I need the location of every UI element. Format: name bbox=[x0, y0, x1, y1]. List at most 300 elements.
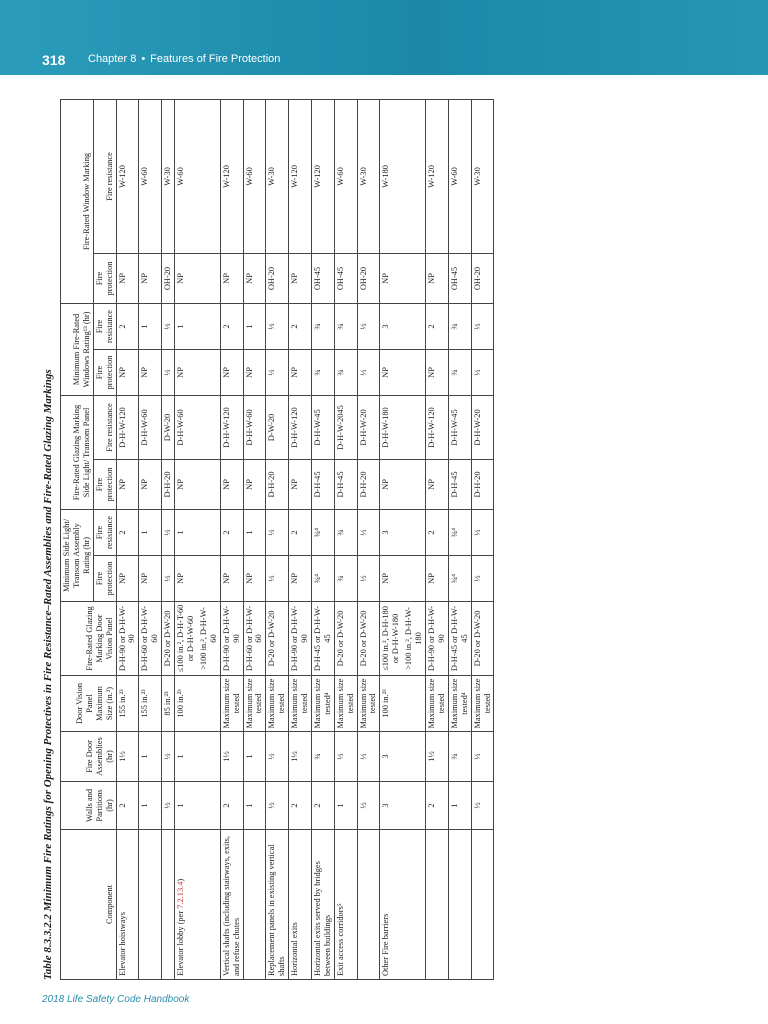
fire-door-cell-value: 3 bbox=[381, 754, 391, 759]
side-light-fr-cell bbox=[334, 510, 357, 556]
window-fr-cell-value: 3 bbox=[381, 324, 391, 329]
window-marking-fr-cell-value: W-30 bbox=[163, 167, 173, 186]
door-vision-cell-value: Maximum size tested bbox=[358, 678, 378, 729]
walls-cell bbox=[139, 782, 162, 830]
fire-door-cell bbox=[162, 732, 175, 782]
window-marking-fr-cell-value: W-180 bbox=[381, 165, 391, 188]
side-light-marking-fr-cell-value: D-H-W-120 bbox=[117, 407, 127, 448]
window-marking-fp-cell-value: OH-20 bbox=[472, 266, 482, 291]
window-fr-cell bbox=[139, 304, 162, 350]
door-vision-cell-value: 155 in.²³ bbox=[117, 689, 127, 718]
walls-cell bbox=[116, 782, 139, 830]
window-marking-fp-cell bbox=[471, 254, 494, 304]
side-light-marking-fp-cell-value: NP bbox=[427, 479, 436, 490]
side-light-marking-fp-cell bbox=[162, 460, 175, 510]
glazing-marking-cell-value: D-20 or D-W-20 bbox=[267, 610, 277, 667]
door-vision-cell bbox=[116, 676, 139, 732]
side-light-marking-fr-cell-value: D-H-W-120 bbox=[290, 407, 300, 448]
window-fp-cell bbox=[139, 350, 162, 396]
side-light-marking-fr-cell bbox=[116, 396, 139, 460]
fire-door-cell bbox=[175, 732, 221, 782]
side-light-marking-fp-cell-value: NP bbox=[176, 479, 186, 490]
side-light-marking-fr-cell bbox=[266, 396, 289, 460]
glazing-marking-cell bbox=[175, 602, 221, 676]
side-light-marking-fp-cell-value: NP bbox=[221, 479, 231, 490]
side-light-marking-fp-cell bbox=[380, 460, 426, 510]
window-fp-cell bbox=[334, 350, 357, 396]
glazing-marking-alt-value: >100 in.², D-H-W-180 bbox=[404, 607, 424, 670]
glazing-marking-cell bbox=[448, 602, 471, 676]
side-light-marking-fr-cell-value: D-H-W-60 bbox=[176, 409, 186, 446]
glazing-marking-cell bbox=[289, 602, 312, 676]
door-vision-cell-value: Maximum size tested bbox=[290, 678, 310, 729]
glazing-marking-cell bbox=[162, 602, 175, 676]
section-title: Features of Fire Protection bbox=[150, 53, 281, 65]
window-fp-cell-value: NP bbox=[176, 367, 186, 378]
side-light-marking-fp-cell bbox=[175, 460, 221, 510]
glazing-marking-cell bbox=[357, 602, 380, 676]
window-marking-fp-cell-value: NP bbox=[117, 273, 127, 284]
door-vision-cell bbox=[220, 676, 243, 732]
window-fr-cell bbox=[357, 304, 380, 350]
side-light-fp-cell bbox=[289, 556, 312, 602]
side-light-fp-cell bbox=[175, 556, 221, 602]
header-fire-door: Fire Door Assemblies (hr) bbox=[61, 732, 117, 782]
window-fp-cell-value: NP bbox=[244, 367, 254, 378]
window-marking-fr-cell-value: W-60 bbox=[335, 167, 345, 186]
component-cell bbox=[139, 830, 162, 980]
door-vision-cell-value: Maximum size tested bbox=[221, 678, 241, 729]
table-row bbox=[471, 99, 494, 979]
glazing-marking-cell bbox=[426, 602, 449, 676]
door-vision-cell-value: 155 in.²³ bbox=[140, 689, 150, 718]
side-light-fp-cell bbox=[334, 556, 357, 602]
table-row bbox=[116, 99, 139, 979]
window-marking-fp-cell-value: OH-45 bbox=[449, 266, 459, 291]
side-light-marking-fr-cell bbox=[289, 396, 312, 460]
header-sub-fire-protection: Fire protection bbox=[93, 254, 116, 304]
walls-cell-value: 1 bbox=[176, 803, 186, 808]
glazing-marking-cell-value: D-20 or D-W-20 bbox=[163, 610, 173, 667]
component-cell bbox=[116, 830, 139, 980]
window-marking-fp-cell-value: NP bbox=[244, 273, 254, 284]
component-cell bbox=[311, 830, 334, 980]
glazing-marking-cell bbox=[139, 602, 162, 676]
fire-door-cell bbox=[266, 732, 289, 782]
header-sub-fire-resistance: Fire resistance bbox=[93, 304, 116, 350]
side-light-marking-fp-cell bbox=[243, 460, 266, 510]
window-marking-fr-cell-value: W-30 bbox=[267, 167, 277, 186]
door-vision-cell-value: Maximum size tested bbox=[335, 678, 355, 729]
fire-door-cell bbox=[426, 732, 449, 782]
window-fr-cell-value: ⅓ bbox=[163, 323, 173, 330]
fire-door-cell bbox=[311, 732, 334, 782]
walls-cell-value: ½ bbox=[267, 802, 277, 809]
side-light-fp-cell bbox=[243, 556, 266, 602]
window-marking-fp-cell bbox=[426, 254, 449, 304]
window-marking-fr-cell-value: W-120 bbox=[427, 165, 436, 188]
side-light-fp-cell bbox=[116, 556, 139, 602]
side-light-fr-cell-value: 1 bbox=[244, 530, 254, 535]
window-marking-fr-cell bbox=[175, 99, 221, 253]
window-fr-cell-value: 2 bbox=[427, 324, 436, 329]
fire-door-cell-value: ½ bbox=[163, 753, 173, 760]
walls-cell-value: 1 bbox=[244, 803, 254, 808]
fire-door-cell-value: ⅓ bbox=[358, 753, 368, 760]
fire-door-cell bbox=[471, 732, 494, 782]
walls-cell bbox=[220, 782, 243, 830]
side-light-fr-cell bbox=[266, 510, 289, 556]
side-light-fr-cell-value: ⅓ bbox=[163, 529, 173, 536]
side-light-marking-fr-cell bbox=[426, 396, 449, 460]
fire-door-cell-value: ¾ bbox=[449, 753, 459, 760]
header-walls: Walls and Partitions (hr) bbox=[61, 782, 117, 830]
page-footer: 2018 Life Safety Code Handbook bbox=[42, 994, 190, 1005]
side-light-marking-fr-cell bbox=[334, 396, 357, 460]
door-vision-cell bbox=[266, 676, 289, 732]
side-light-fr-cell bbox=[162, 510, 175, 556]
component-cell bbox=[266, 830, 289, 980]
window-fp-cell bbox=[220, 350, 243, 396]
walls-cell bbox=[426, 782, 449, 830]
side-light-marking-fp-cell bbox=[220, 460, 243, 510]
door-vision-cell bbox=[289, 676, 312, 732]
side-light-fr-cell-value: 2 bbox=[427, 530, 436, 535]
side-light-fp-cell bbox=[220, 556, 243, 602]
table-row bbox=[311, 99, 334, 979]
window-fp-cell-value: NP bbox=[290, 367, 300, 378]
window-marking-fp-cell-value: NP bbox=[140, 273, 150, 284]
window-fp-cell bbox=[426, 350, 449, 396]
glazing-marking-cell-value: D-H-60 or D-H-W-60 bbox=[244, 605, 264, 672]
side-light-marking-fp-cell-value: D-H-20 bbox=[472, 471, 482, 498]
door-vision-cell-value: Maximum size tested⁴ bbox=[449, 678, 469, 729]
fire-door-cell bbox=[139, 732, 162, 782]
side-light-fp-cell-value: NP bbox=[244, 573, 254, 584]
window-marking-fp-cell-value: NP bbox=[427, 273, 436, 284]
window-fp-cell-value: ¾ bbox=[335, 369, 345, 376]
side-light-marking-fp-cell bbox=[448, 460, 471, 510]
side-light-fp-cell bbox=[448, 556, 471, 602]
window-fr-cell-value: 2 bbox=[290, 324, 300, 329]
header-door-vision: Door Vision Panel Maximum Size (in.²) bbox=[61, 676, 117, 732]
walls-cell bbox=[448, 782, 471, 830]
header-sub-fire-protection: Fire protection bbox=[93, 460, 116, 510]
window-fp-cell bbox=[471, 350, 494, 396]
window-marking-fr-cell bbox=[426, 99, 449, 253]
glazing-marking-cell-value: D-H-45 or D-H-W-45 bbox=[312, 605, 332, 672]
fire-door-cell-value: ¾ bbox=[312, 753, 322, 760]
side-light-marking-fr-cell-value: D-H-W-60 bbox=[140, 409, 150, 446]
side-light-marking-fr-cell-value: D-H-W-20 bbox=[358, 409, 368, 446]
window-fr-cell-value: 1 bbox=[140, 324, 150, 329]
walls-cell-value: 3 bbox=[381, 803, 391, 808]
table-row bbox=[243, 99, 266, 979]
window-fp-cell bbox=[162, 350, 175, 396]
window-marking-fp-cell-value: OH-20 bbox=[267, 266, 277, 291]
side-light-marking-fr-cell-value: D-W-20 bbox=[267, 413, 277, 442]
table-row bbox=[139, 99, 162, 979]
window-fr-cell-value: 2 bbox=[117, 324, 127, 329]
glazing-marking-cell-value: D-H-90 or D-H-W-90 bbox=[427, 605, 446, 672]
side-light-fp-cell bbox=[357, 556, 380, 602]
window-marking-fp-cell bbox=[357, 254, 380, 304]
glazing-marking-cell bbox=[311, 602, 334, 676]
door-vision-cell bbox=[175, 676, 221, 732]
window-fp-cell-value: ⅓ bbox=[472, 369, 482, 376]
component-cell bbox=[175, 830, 221, 980]
fire-door-cell bbox=[289, 732, 312, 782]
fire-door-cell bbox=[334, 732, 357, 782]
header-side-light-marking: Fire-Rated Glazing Marking Side Light/ Transom Panel bbox=[61, 396, 94, 510]
window-fp-cell bbox=[448, 350, 471, 396]
window-marking-fr-cell bbox=[311, 99, 334, 253]
door-vision-cell bbox=[471, 676, 494, 732]
window-marking-fr-cell bbox=[289, 99, 312, 253]
side-light-fp-cell-value: NP bbox=[117, 573, 127, 584]
side-light-fr-cell bbox=[471, 510, 494, 556]
chapter-title bbox=[88, 53, 280, 65]
walls-cell bbox=[311, 782, 334, 830]
component-label: Elevator hoistways bbox=[117, 912, 127, 976]
door-vision-cell-value: Maximum size tested bbox=[267, 678, 287, 729]
section-reference-link[interactable]: 7.2.13.4 bbox=[176, 881, 186, 909]
window-marking-fp-cell-value: OH-20 bbox=[163, 266, 173, 291]
walls-cell bbox=[162, 782, 175, 830]
window-fr-cell-value: ⅓ bbox=[267, 323, 277, 330]
side-light-fp-cell-value: ⅓ bbox=[163, 575, 173, 582]
header-sub-fire-resistance: Fire resistance bbox=[93, 99, 116, 253]
window-fr-cell bbox=[426, 304, 449, 350]
window-marking-fp-cell-value: NP bbox=[176, 273, 186, 284]
side-light-fr-cell bbox=[175, 510, 221, 556]
side-light-fr-cell bbox=[426, 510, 449, 556]
window-fr-cell-value: 2 bbox=[221, 324, 231, 329]
window-marking-fr-cell bbox=[380, 99, 426, 253]
walls-cell-value: 2 bbox=[290, 803, 300, 808]
side-light-marking-fr-cell-value: D-H-W-180 bbox=[381, 407, 391, 448]
door-vision-cell-value: 100 in.²³ bbox=[381, 689, 391, 718]
side-light-fr-cell-value: 2 bbox=[290, 530, 300, 535]
side-light-marking-fp-cell-value: D-H-20 bbox=[358, 471, 368, 498]
window-fp-cell-value: ⅓ bbox=[267, 369, 277, 376]
window-marking-fp-cell bbox=[175, 254, 221, 304]
walls-cell bbox=[243, 782, 266, 830]
walls-cell-value: ½ bbox=[163, 802, 173, 809]
component-label: Horizontal exits bbox=[290, 922, 300, 976]
fire-door-cell-value: 1½ bbox=[427, 751, 436, 762]
window-fp-cell bbox=[380, 350, 426, 396]
side-light-fr-cell-value: 1 bbox=[140, 530, 150, 535]
window-marking-fp-cell-value: OH-45 bbox=[335, 266, 345, 291]
side-light-fp-cell-value: ¾ bbox=[335, 575, 345, 582]
door-vision-cell bbox=[139, 676, 162, 732]
side-light-fr-cell-value: ¾⁴ bbox=[449, 527, 459, 538]
glazing-marking-cell bbox=[243, 602, 266, 676]
fire-door-cell-value: 1 bbox=[140, 754, 150, 759]
side-light-marking-fp-cell bbox=[116, 460, 139, 510]
component-cell bbox=[380, 830, 426, 980]
window-fr-cell bbox=[175, 304, 221, 350]
component-cell bbox=[426, 830, 449, 980]
header-side-light-rating: Minimum Side Light/ Transom Assembly Rating (hr) bbox=[61, 510, 94, 602]
door-vision-cell bbox=[243, 676, 266, 732]
window-marking-fp-cell bbox=[162, 254, 175, 304]
window-marking-fp-cell bbox=[243, 254, 266, 304]
fire-door-cell-value: 1 bbox=[176, 754, 186, 759]
side-light-marking-fp-cell-value: D-H-20 bbox=[267, 471, 277, 498]
window-marking-fr-cell bbox=[334, 99, 357, 253]
window-fp-cell-value: NP bbox=[381, 367, 391, 378]
window-marking-fp-cell bbox=[266, 254, 289, 304]
side-light-marking-fp-cell bbox=[311, 460, 334, 510]
side-light-fr-cell-value: 1 bbox=[176, 530, 186, 535]
window-fr-cell bbox=[220, 304, 243, 350]
table-caption: Table 8.3.3.2.2 Minimum Fire Ratings for Opening Protectives in Fire Resistance–Rated Assemblies and Fire-Rated Glazing Markings bbox=[42, 369, 54, 980]
window-marking-fr-cell-value: W-30 bbox=[472, 167, 482, 186]
side-light-marking-fr-cell-value: D-H-W-120 bbox=[221, 407, 231, 448]
window-fr-cell bbox=[334, 304, 357, 350]
side-light-fr-cell bbox=[357, 510, 380, 556]
fire-door-cell bbox=[448, 732, 471, 782]
window-fr-cell bbox=[243, 304, 266, 350]
side-light-marking-fp-cell bbox=[334, 460, 357, 510]
door-vision-cell-value: 100 in.²³ bbox=[176, 689, 186, 718]
side-light-fr-cell bbox=[139, 510, 162, 556]
table-body bbox=[116, 99, 494, 979]
component-cell bbox=[289, 830, 312, 980]
fire-door-cell-value: 1½ bbox=[221, 751, 231, 762]
side-light-marking-fp-cell bbox=[471, 460, 494, 510]
window-marking-fr-cell bbox=[357, 99, 380, 253]
door-vision-cell bbox=[334, 676, 357, 732]
window-marking-fp-cell bbox=[220, 254, 243, 304]
side-light-fp-cell bbox=[266, 556, 289, 602]
window-marking-fp-cell-value: OH-45 bbox=[312, 266, 322, 291]
table-row bbox=[162, 99, 175, 979]
side-light-marking-fr-cell bbox=[357, 396, 380, 460]
window-fr-cell bbox=[289, 304, 312, 350]
side-light-fp-cell-value: NP bbox=[290, 573, 300, 584]
glazing-marking-cell bbox=[471, 602, 494, 676]
side-light-fr-cell-value: ⅓ bbox=[358, 529, 368, 536]
component-label: Replacement panels in existing vertical shafts bbox=[267, 844, 287, 976]
side-light-marking-fr-cell-value: D-H-W-120 bbox=[427, 407, 436, 448]
window-marking-fr-cell-value: W-60 bbox=[244, 167, 254, 186]
side-light-fp-cell-value: NP bbox=[176, 573, 186, 584]
window-fp-cell-value: NP bbox=[221, 367, 231, 378]
window-fr-cell bbox=[162, 304, 175, 350]
side-light-fp-cell bbox=[471, 556, 494, 602]
door-vision-cell-value: Maximum size tested bbox=[244, 678, 264, 729]
side-light-marking-fp-cell-value: NP bbox=[381, 479, 391, 490]
bullet-separator: • bbox=[141, 53, 146, 65]
window-fp-cell bbox=[266, 350, 289, 396]
side-light-fp-cell bbox=[311, 556, 334, 602]
side-light-fr-cell bbox=[380, 510, 426, 556]
rotated-content bbox=[38, 100, 738, 980]
side-light-marking-fp-cell bbox=[426, 460, 449, 510]
glazing-marking-cell bbox=[380, 602, 426, 676]
window-marking-fp-cell bbox=[448, 254, 471, 304]
window-marking-fp-cell bbox=[380, 254, 426, 304]
rotated-table-area bbox=[38, 100, 738, 980]
walls-cell bbox=[175, 782, 221, 830]
window-marking-fr-cell-value: W-30 bbox=[358, 167, 368, 186]
side-light-marking-fp-cell-value: NP bbox=[290, 479, 300, 490]
side-light-fr-cell bbox=[289, 510, 312, 556]
side-light-fp-cell-value: ¾⁴ bbox=[449, 573, 459, 584]
glazing-marking-alt-value: >100 in.², D-H-W-60 bbox=[198, 607, 218, 670]
window-marking-fr-cell bbox=[116, 99, 139, 253]
side-light-marking-fp-cell-value: NP bbox=[117, 479, 127, 490]
side-light-fr-cell bbox=[243, 510, 266, 556]
door-vision-cell bbox=[448, 676, 471, 732]
side-light-fr-cell-value: 2 bbox=[117, 530, 127, 535]
table-row bbox=[357, 99, 380, 979]
window-marking-fp-cell-value: NP bbox=[381, 273, 391, 284]
window-marking-fp-cell-value: NP bbox=[221, 273, 231, 284]
walls-cell-value: 2 bbox=[312, 803, 322, 808]
door-vision-cell bbox=[162, 676, 175, 732]
window-fr-cell bbox=[380, 304, 426, 350]
window-fp-cell bbox=[116, 350, 139, 396]
side-light-fp-cell bbox=[162, 556, 175, 602]
walls-cell bbox=[471, 782, 494, 830]
window-fp-cell-value: NP bbox=[427, 367, 436, 378]
walls-cell bbox=[289, 782, 312, 830]
component-label: Exit access corridors⁵ bbox=[335, 903, 345, 976]
side-light-marking-fp-cell-value: NP bbox=[140, 479, 150, 490]
window-fr-cell bbox=[311, 304, 334, 350]
walls-cell-value: 1 bbox=[449, 803, 459, 808]
side-light-fr-cell bbox=[311, 510, 334, 556]
header-window-marking: Fire-Rated Window Marking bbox=[61, 99, 94, 303]
side-light-marking-fr-cell bbox=[380, 396, 426, 460]
side-light-fr-cell-value: ¾ bbox=[335, 529, 345, 536]
window-fr-cell-value: ¾ bbox=[312, 323, 322, 330]
glazing-marking-cell-value: D-H-45 or D-H-W-45 bbox=[449, 605, 469, 672]
header-component: Component bbox=[61, 830, 117, 980]
side-light-fp-cell-value: ⅓ bbox=[267, 575, 277, 582]
walls-cell-value: 1 bbox=[335, 803, 345, 808]
window-marking-fr-cell-value: W-120 bbox=[117, 165, 127, 188]
side-light-marking-fr-cell bbox=[471, 396, 494, 460]
side-light-fp-cell-value: NP bbox=[427, 573, 436, 584]
page-number: 318 bbox=[42, 52, 66, 68]
table-row bbox=[334, 99, 357, 979]
header-sub-fire-protection: Fire protection bbox=[93, 350, 116, 396]
window-marking-fr-cell-value: W-60 bbox=[449, 167, 459, 186]
window-fp-cell bbox=[289, 350, 312, 396]
window-fr-cell-value: 1 bbox=[176, 324, 186, 329]
walls-cell-value: 2 bbox=[427, 803, 436, 808]
component-cell bbox=[471, 830, 494, 980]
window-marking-fr-cell bbox=[471, 99, 494, 253]
side-light-fr-cell-value: 3 bbox=[381, 530, 391, 535]
side-light-marking-fp-cell bbox=[357, 460, 380, 510]
door-vision-cell bbox=[380, 676, 426, 732]
walls-cell bbox=[380, 782, 426, 830]
glazing-marking-cell-value: D-20 or D-W-20 bbox=[472, 610, 482, 667]
window-marking-fr-cell bbox=[448, 99, 471, 253]
window-fr-cell-value: ¾ bbox=[449, 323, 459, 330]
component-label: Vertical shafts (including stairways, exits, and refuse chutes bbox=[221, 835, 241, 976]
component-label: Other Fire barriers bbox=[381, 913, 391, 976]
component-label-end: ) bbox=[176, 878, 186, 882]
side-light-fr-cell bbox=[220, 510, 243, 556]
window-fr-cell-value: ⅓ bbox=[358, 323, 368, 330]
